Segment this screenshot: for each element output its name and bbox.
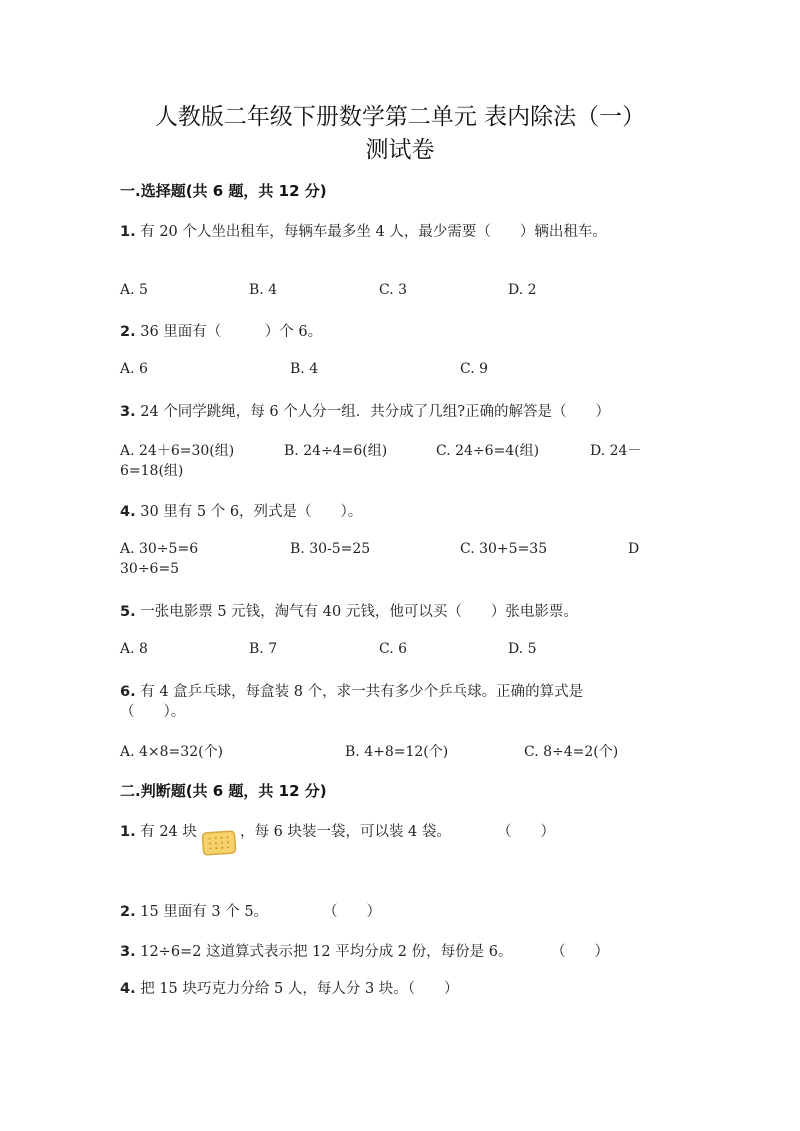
option-a: A. 24＋6=30(组) (120, 443, 235, 459)
question-text-part2: ，每 6 块装一袋，可以装 4 袋。 (240, 824, 451, 840)
option-c: C. 30+5=35 (460, 541, 548, 557)
judgment-3 (120, 940, 512, 961)
section-heading-judgment: 二.判断题(共 6 题，共 12 分) (120, 782, 327, 800)
option-a: A. 8 (120, 641, 148, 657)
question-number: 2. (120, 904, 136, 920)
answer-blank: （ ） (497, 824, 555, 840)
option-b: B. 4 (249, 282, 278, 298)
option-a: A. 5 (120, 282, 148, 298)
question-number: 5. (120, 604, 136, 620)
option-d: D. 5 (508, 641, 537, 657)
answer-blank: （ ） (323, 904, 381, 920)
question-text: 有 4 盒乒乓球，每盒装 8 个，求一共有多少个乒乓球。正确的算式是 (140, 684, 584, 700)
section-heading-choice: 一.选择题(共 6 题，共 12 分) (120, 182, 327, 200)
question-1 (120, 220, 607, 241)
question-text-part1: 有 24 块 (140, 824, 197, 840)
question-text: 一张电影票 5 元钱，淘气有 40 元钱，他可以买（ ）张电影票。 (140, 604, 578, 620)
option-a: A. 30÷5=6 (120, 541, 199, 557)
option-c: C. 9 (460, 361, 489, 377)
option-c: C. 3 (379, 282, 408, 298)
judgment-4 (120, 977, 459, 998)
question-text: 12÷6=2 这道算式表示把 12 平均分成 2 份，每份是 6。 (140, 944, 513, 960)
paper-title-line2: 测试卷 (365, 137, 435, 163)
judgment-2 (120, 900, 268, 921)
option-d-continued: 6=18(组) (120, 463, 184, 479)
biscuit-icon (201, 829, 237, 857)
question-number: 2. (120, 324, 136, 340)
option-a: A. 6 (120, 361, 148, 377)
option-c: C. 6 (379, 641, 408, 657)
option-d: D. 24－ (590, 443, 642, 459)
question-text: 30 里有 5 个 6，列式是（ ）。 (140, 504, 363, 520)
question-number: 4. (120, 504, 136, 520)
option-c: C. 24÷6=4(组) (436, 443, 540, 459)
question-2 (120, 320, 322, 341)
option-a: A. 4×8=32(个) (120, 744, 224, 760)
question-number: 3. (120, 944, 136, 960)
question-5 (120, 600, 578, 621)
question-3 (120, 400, 610, 421)
question-6-continued: （ ）。 (120, 704, 186, 720)
option-d: D. 2 (508, 282, 537, 298)
question-number: 3. (120, 404, 136, 420)
question-number: 4. (120, 981, 136, 997)
option-d-continued: 30÷6=5 (120, 561, 180, 577)
question-text: 有 20 个人坐出租车，每辆车最多坐 4 人，最少需要（ ）辆出租车。 (140, 224, 607, 240)
option-d: D (628, 541, 640, 557)
question-text: 15 里面有 3 个 5。 (140, 904, 269, 920)
question-number: 1. (120, 224, 136, 240)
option-b: B. 24÷4=6(组) (284, 443, 388, 459)
judgment-1 (120, 820, 197, 841)
option-b: B. 7 (249, 641, 278, 657)
paper-title-line1: 人教版二年级下册数学第二单元 表内除法（一） (154, 104, 646, 130)
question-6 (120, 680, 583, 701)
question-text: 24 个同学跳绳，每 6 个人分一组．共分成了几组?正确的解答是（ ） (140, 404, 610, 420)
option-b: B. 4+8=12(个) (345, 744, 449, 760)
question-number: 1. (120, 824, 136, 840)
question-number: 6. (120, 684, 136, 700)
option-b: B. 4 (290, 361, 319, 377)
option-b: B. 30-5=25 (290, 541, 371, 557)
answer-blank: （ ） (551, 944, 609, 960)
option-c: C. 8÷4=2(个) (524, 744, 619, 760)
question-4 (120, 500, 362, 521)
question-text: 把 15 块巧克力分给 5 人，每人分 3 块。（ ） (140, 981, 459, 997)
question-text: 36 里面有（ ）个 6。 (140, 324, 323, 340)
